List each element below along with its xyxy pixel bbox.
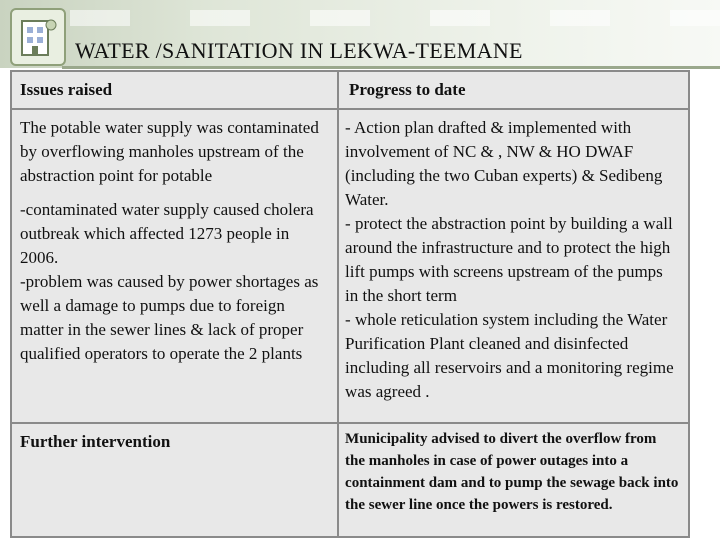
issue-paragraph-3: -problem was caused by power shortages as well a damage to pumps due to foreign matter in the sewer lines & lack of proper qualified operators to operate the 2 plants — [20, 272, 319, 363]
issues-cell — [11, 109, 338, 423]
header-cell-issues — [11, 71, 338, 109]
municipality-advice-text: Municipality advised to divert the overflow from the manholes in case of power outages into a containment dam and to pump the sewage back into the sewer line once the powers is restored. — [345, 431, 679, 513]
header-issues-raised: Issues raised — [20, 80, 113, 99]
issue-paragraph-1: The potable water supply was contaminated by overflowing manholes upstream of the abstraction point for potable — [20, 118, 319, 185]
further-intervention-label: Further intervention — [20, 432, 171, 451]
table-row — [11, 109, 689, 423]
table-header-row — [11, 71, 689, 109]
progress-paragraph-1: - Action plan drafted & implemented with involvement of NC & , NW & HO DWAF (including the two Cuban experts) & Sedibeng Water. — [345, 118, 663, 209]
progress-cell — [338, 109, 689, 423]
building-logo-icon — [10, 8, 66, 66]
issues-progress-table — [10, 70, 690, 538]
progress-paragraph-3: - whole reticulation system including the Water Purification Plant cleaned and disinfected including all reservoirs and a monitoring regime was agreed . — [345, 310, 674, 401]
header-cell-progress — [338, 71, 689, 109]
issue-paragraph-2: -contaminated water supply caused cholera outbreak which affected 1273 people in 2006. — [20, 200, 314, 267]
progress-paragraph-2: - protect the abstraction point by building a wall around the infrastructure and to protect the high lift pumps with screens upstream of the pumps in the short term — [345, 214, 673, 305]
table-row — [11, 423, 689, 537]
municipality-advice-cell — [338, 423, 689, 537]
title-underline — [62, 66, 720, 69]
further-intervention-cell — [11, 423, 338, 537]
page-title: WATER /SANITATION IN LEKWA-TEEMANE — [75, 38, 523, 63]
header-stripes — [70, 10, 720, 26]
header-progress-to-date: Progress to date — [349, 80, 466, 99]
